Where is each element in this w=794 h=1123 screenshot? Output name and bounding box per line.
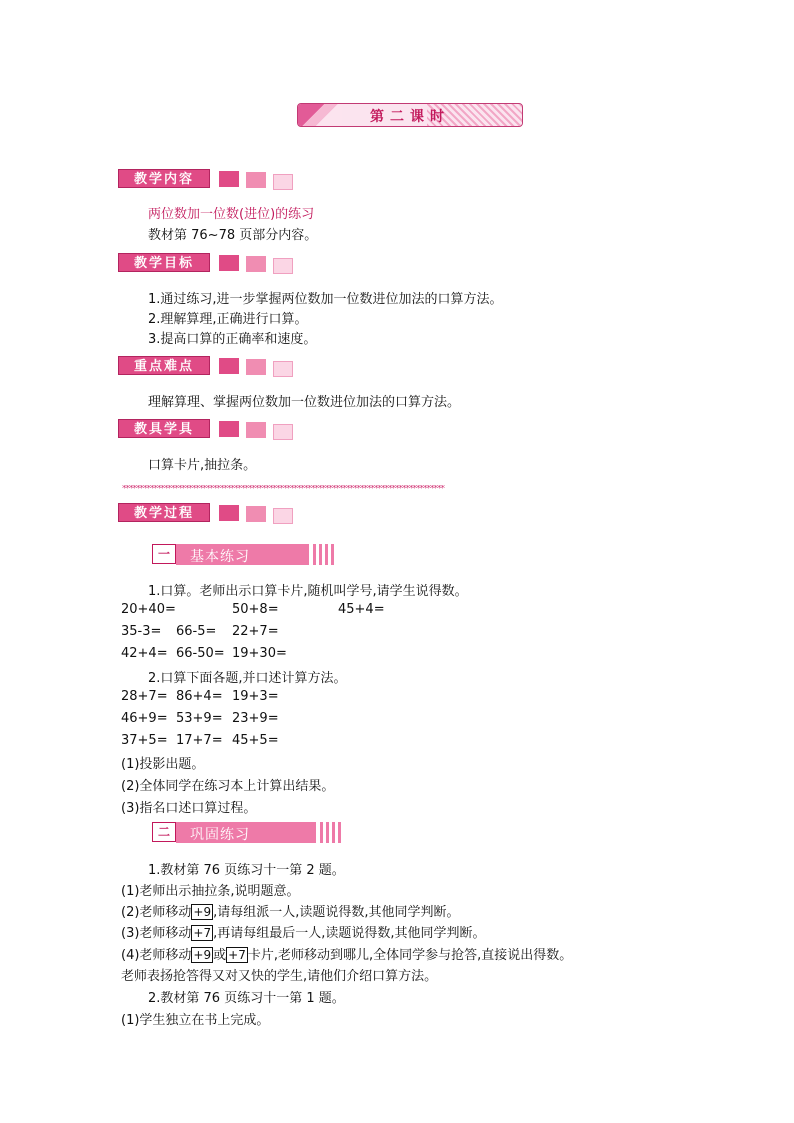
header-tick-decoration [332,822,335,843]
header-tick-decoration [338,822,341,843]
label-square-decoration [219,421,239,437]
label-square-decoration [219,505,239,521]
card-box: +7 [228,948,246,962]
practice-number: 一 [152,544,176,564]
lesson-title: 第二课时 [370,109,450,125]
label-square-decoration [273,174,293,190]
part2-step-2: (2)老师移动 +9 ,请每组派一人,读题说得数,其他同学判断。 [121,905,460,920]
label-square-decoration [273,424,293,440]
calc-item: 42+4= [121,646,168,661]
part2-question-1: 1.教材第 76 页练习十一第 2 题。 [148,863,345,878]
part2-q2-step-1: (1)学生独立在书上完成。 [121,1013,270,1028]
lesson-title-banner [297,103,523,127]
label-square-decoration [273,361,293,377]
label-square-decoration [219,255,239,271]
label-square-decoration [246,422,266,438]
calc-item: 35-3= [121,624,162,639]
calc-item: 20+40= [121,602,176,617]
calc-item: 17+7= [176,733,223,748]
part2-question-2: 2.教材第 76 页练习十一第 1 题。 [148,991,345,1006]
header-tick-decoration [320,822,323,843]
calc-item: 66-50= [176,646,225,661]
header-tick-decoration [325,544,328,565]
card-box: +7 [193,926,212,940]
part2-step-5: 老师表扬抢答得又对又快的学生,请他们介绍口算方法。 [121,969,438,984]
label-square-decoration [246,506,266,522]
section-label-content: 教学内容 [118,169,210,188]
goal-line-3: 3.提高口算的正确率和速度。 [148,332,317,347]
content-line-2: 教材第 76~78 页部分内容。 [148,228,318,243]
calc-item: 28+7= [121,689,168,704]
header-tick-decoration [326,822,329,843]
calc-item: 46+9= [121,711,168,726]
part1-step-3: (3)指名口述口算过程。 [121,801,257,816]
label-square-decoration [246,172,266,188]
label-square-decoration [246,359,266,375]
label-square-decoration [219,358,239,374]
calc-item: 19+3= [232,689,279,704]
practice-header-consolidate [152,822,342,842]
section-label-process: 教学过程 [118,503,210,522]
part2-step-4: (4)老师移动 +9 或 +7 卡片,老师移动到哪儿,全体同学参与抢答,直接说出得数。 [121,948,573,963]
calc-item: 19+30= [232,646,287,661]
part1-step-1: (1)投影出题。 [121,757,205,772]
practice-number: 二 [152,822,176,842]
header-tick-decoration [331,544,334,565]
part1-step-2: (2)全体同学在练习本上计算出结果。 [121,779,335,794]
part1-question-1: 1.口算。老师出示口算卡片,随机叫学号,请学生说得数。 [148,584,468,599]
card-box: +9 [193,948,212,962]
label-square-decoration [273,258,293,274]
part1-question-2: 2.口算下面各题,并口述计算方法。 [148,671,347,686]
calc-item: 37+5= [121,733,168,748]
part2-step-3: (3)老师移动 +7 ,再请每组最后一人,读题说得数,其他同学判断。 [121,926,486,941]
part2-step-1: (1)老师出示抽拉条,说明题意。 [121,884,300,899]
practice-title: 巩固练习 [190,827,250,843]
calc-item: 22+7= [232,624,279,639]
goal-line-1: 1.通过练习,进一步掌握两位数加一位数进位加法的口算方法。 [148,292,503,307]
calc-item: 45+4= [338,602,385,617]
goal-line-2: 2.理解算理,正确进行口算。 [148,312,308,327]
star-divider: ******************************************************************************************** [122,485,444,493]
calc-item: 86+4= [176,689,223,704]
tools-line: 口算卡片,抽拉条。 [148,458,257,473]
header-tick-decoration [319,544,322,565]
calc-item: 53+9= [176,711,223,726]
section-label-goals: 教学目标 [118,253,210,272]
content-line-1: 两位数加一位数(进位)的练习 [148,207,315,222]
key-point-line: 理解算理、掌握两位数加一位数进位加法的口算方法。 [148,395,461,410]
calc-item: 45+5= [232,733,279,748]
section-label-tools: 教具学具 [118,419,210,438]
practice-title: 基本练习 [190,549,250,565]
calc-item: 66-5= [176,624,217,639]
label-square-decoration [246,256,266,272]
calc-item: 23+9= [232,711,279,726]
label-square-decoration [273,508,293,524]
section-label-key-points: 重点难点 [118,356,210,375]
practice-header-basic [152,544,334,564]
header-tick-decoration [313,544,316,565]
label-square-decoration [219,171,239,187]
calc-item: 50+8= [232,602,279,617]
card-box: +9 [193,905,212,919]
